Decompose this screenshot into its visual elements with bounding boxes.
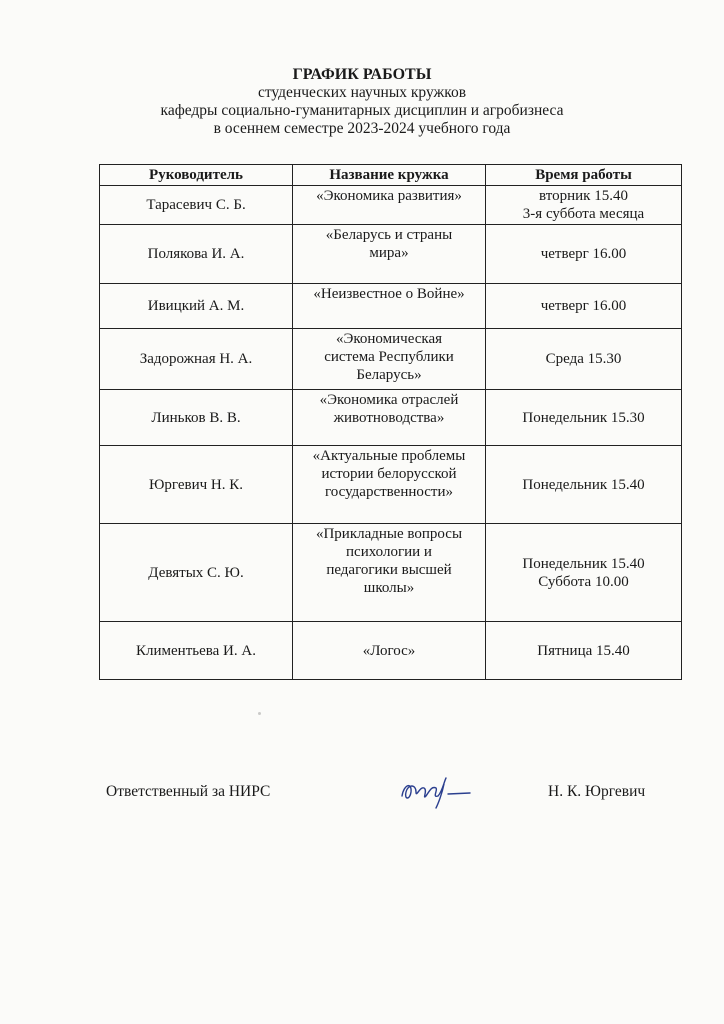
subtitle-line-2: кафедры социально-гуманитарных дисциплин и агробизнеса (160, 102, 564, 119)
leader-cell: Линьков В. В. (100, 390, 293, 446)
subtitle-line-3: в осеннем семестре 2023-2024 учебного года (213, 120, 511, 137)
time-cell: четверг 16.00 (486, 284, 682, 329)
table-row (100, 524, 682, 622)
club-cell: «Логос» (293, 622, 486, 680)
column-header-leader: Руководитель (100, 165, 293, 186)
time-cell: Среда 15.30 (486, 329, 682, 390)
subtitle-line-1: студенческих научных кружков (257, 84, 467, 101)
signature-icon (398, 770, 478, 810)
table-row (100, 186, 682, 225)
leader-cell: Задорожная Н. А. (100, 329, 293, 390)
column-header-club: Название кружка (293, 165, 486, 186)
document-title: ГРАФИК РАБОТЫ (292, 66, 432, 83)
club-cell: «Экономика развития» (293, 186, 486, 225)
club-cell: «Актуальные проблемы истории белорусской государственности» (293, 446, 486, 524)
responsible-name: Н. К. Юргевич (548, 783, 646, 800)
leader-cell: Девятых С. Ю. (100, 524, 293, 622)
leader-cell: Климентьева И. А. (100, 622, 293, 680)
table-header-row (100, 165, 682, 186)
club-cell: «Беларусь и страны мира» (293, 225, 486, 284)
club-cell: «Неизвестное о Войне» (293, 284, 486, 329)
time-cell: Понедельник 15.40 Суббота 10.00 (486, 524, 682, 622)
table-row (100, 329, 682, 390)
responsible-label: Ответственный за НИРС (106, 783, 271, 800)
time-cell: четверг 16.00 (486, 225, 682, 284)
leader-cell: Полякова И. А. (100, 225, 293, 284)
scan-speck (258, 712, 261, 715)
table-row (100, 622, 682, 680)
time-cell: Понедельник 15.40 (486, 446, 682, 524)
club-cell: «Экономика отраслей животноводства» (293, 390, 486, 446)
time-cell: Понедельник 15.30 (486, 390, 682, 446)
club-cell: «Прикладные вопросы психологии и педагогики высшей школы» (293, 524, 486, 622)
schedule-table (99, 164, 682, 680)
document-header (0, 66, 724, 138)
leader-cell: Ивицкий А. М. (100, 284, 293, 329)
time-cell: Пятница 15.40 (486, 622, 682, 680)
club-cell: «Экономическая система Республики Беларусь» (293, 329, 486, 390)
time-cell: вторник 15.40 3-я суббота месяца (486, 186, 682, 225)
table-row (100, 284, 682, 329)
table-row (100, 446, 682, 524)
column-header-time: Время работы (486, 165, 682, 186)
table-row (100, 390, 682, 446)
table-row (100, 225, 682, 284)
leader-cell: Тарасевич С. Б. (100, 186, 293, 225)
leader-cell: Юргевич Н. К. (100, 446, 293, 524)
